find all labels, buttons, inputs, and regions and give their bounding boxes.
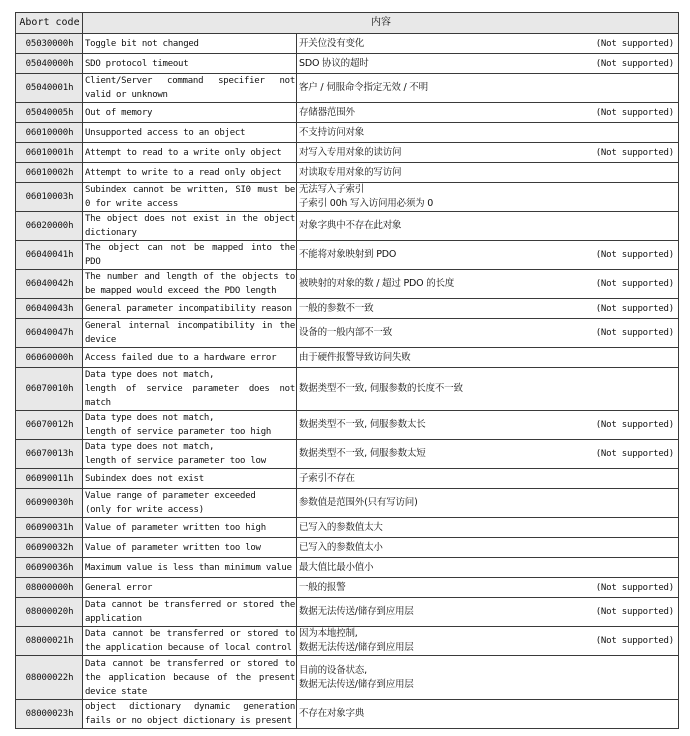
chinese-description-cell — [297, 34, 679, 54]
chinese-description-text: 存储器范围外 — [299, 106, 355, 118]
table-row — [16, 183, 679, 212]
abort-code-cell: 06040042h — [16, 270, 83, 299]
table-row — [16, 469, 679, 489]
english-description-cell: Attempt to read to a write only object — [83, 143, 297, 163]
english-description-cell: Value range of parameter exceeded (only for write access) — [83, 489, 297, 518]
chinese-description-cell — [297, 440, 679, 469]
abort-code-cell: 06090011h — [16, 469, 83, 489]
abort-code-cell: 06090031h — [16, 518, 83, 538]
chinese-description-text: 客户 / 伺服命令指定无效 / 不明 — [299, 82, 428, 93]
chinese-description-cell — [297, 103, 679, 123]
english-description-cell: SDO protocol timeout — [83, 54, 297, 74]
chinese-description-text: 开关位没有变化 — [299, 37, 365, 49]
chinese-description-cell — [297, 123, 679, 143]
chinese-description-cell — [297, 700, 679, 729]
english-description-cell: General parameter incompatibility reason — [83, 299, 297, 319]
not-supported-note: (Not supported) — [595, 636, 674, 646]
table-row — [16, 348, 679, 368]
not-supported-note: (Not supported) — [595, 250, 674, 260]
english-description-cell: Value of parameter written too high — [83, 518, 297, 538]
table-row — [16, 700, 679, 729]
abort-code-cell: 06010003h — [16, 183, 83, 212]
english-description-cell: Data cannot be transferred or stored to the application because of the present device state — [83, 656, 297, 700]
abort-code-cell: 05040000h — [16, 54, 83, 74]
abort-code-cell: 06010000h — [16, 123, 83, 143]
chinese-description-text: 对象字典中不存在此对象 — [299, 220, 402, 231]
table-row — [16, 578, 679, 598]
chinese-description-cell — [297, 627, 679, 656]
english-description-cell: The object does not exist in the object dictionary — [83, 212, 297, 241]
chinese-description-text: 数据无法传送/储存到应用层 — [299, 606, 414, 617]
table-row — [16, 558, 679, 578]
chinese-description-text: 对写入专用对象的读访问 — [299, 146, 402, 158]
chinese-description-cell — [297, 54, 679, 74]
chinese-description-text: 一般的参数不一致 — [299, 302, 374, 314]
abort-code-cell: 06070010h — [16, 368, 83, 411]
chinese-description-cell — [297, 656, 679, 700]
english-description-cell: Attempt to write to a read only object — [83, 163, 297, 183]
english-description-cell: Access failed due to a hardware error — [83, 348, 297, 368]
abort-code-cell: 08000020h — [16, 598, 83, 627]
english-description-cell: Unsupported access to an object — [83, 123, 297, 143]
abort-code-cell: 06090036h — [16, 558, 83, 578]
chinese-description-cell — [297, 578, 679, 598]
not-supported-note: (Not supported) — [595, 279, 674, 289]
table-row — [16, 598, 679, 627]
abort-code-cell: 06020000h — [16, 212, 83, 241]
chinese-description-text: 最大值比最小值小 — [299, 561, 374, 573]
table-header-row — [16, 13, 679, 34]
chinese-description-cell — [297, 538, 679, 558]
not-supported-note: (Not supported) — [595, 303, 674, 314]
table-row — [16, 54, 679, 74]
table-row — [16, 440, 679, 469]
not-supported-note: (Not supported) — [595, 58, 674, 69]
chinese-description-text: 目前的设备状态, 数据无法传送/储存到应用层 — [299, 664, 414, 690]
abort-code-cell: 05040005h — [16, 103, 83, 123]
table-row — [16, 212, 679, 241]
chinese-description-text: 无法写入子索引 子索引 00h 写入访问用必须为 0 — [299, 184, 434, 209]
english-description-cell: Toggle bit not changed — [83, 34, 297, 54]
abort-code-cell: 05040001h — [16, 74, 83, 103]
abort-code-cell: 06010002h — [16, 163, 83, 183]
not-supported-note: (Not supported) — [595, 449, 674, 459]
english-description-cell: Data type does not match, length of service parameter too low — [83, 440, 297, 469]
chinese-description-text: 已写入的参数值太大 — [299, 521, 383, 533]
chinese-description-text: SDO 协议的超时 — [299, 57, 369, 69]
chinese-description-text: 不存在对象字典 — [299, 708, 365, 719]
table-row — [16, 627, 679, 656]
chinese-description-cell — [297, 299, 679, 319]
abort-code-table-container — [15, 12, 678, 729]
header-abort-code: Abort code — [16, 13, 83, 34]
abort-code-cell: 06060000h — [16, 348, 83, 368]
abort-code-cell: 08000022h — [16, 656, 83, 700]
table-row — [16, 538, 679, 558]
abort-code-cell: 06070012h — [16, 411, 83, 440]
chinese-description-cell — [297, 212, 679, 241]
table-row — [16, 163, 679, 183]
chinese-description-cell — [297, 348, 679, 368]
chinese-description-cell — [297, 518, 679, 538]
chinese-description-cell — [297, 411, 679, 440]
chinese-description-cell — [297, 74, 679, 103]
chinese-description-cell — [297, 489, 679, 518]
chinese-description-cell — [297, 558, 679, 578]
english-description-cell: Value of parameter written too low — [83, 538, 297, 558]
abort-code-cell: 06070013h — [16, 440, 83, 469]
chinese-description-cell — [297, 163, 679, 183]
chinese-description-cell — [297, 183, 679, 212]
chinese-description-cell — [297, 319, 679, 348]
table-row — [16, 299, 679, 319]
chinese-description-text: 不支持访问对象 — [299, 126, 365, 138]
not-supported-note: (Not supported) — [595, 107, 674, 118]
abort-code-cell: 08000021h — [16, 627, 83, 656]
abort-code-cell: 06040041h — [16, 241, 83, 270]
chinese-description-text: 由于硬件报警导致访问失败 — [299, 351, 411, 363]
chinese-description-text: 数据类型不一致, 伺服参数太短 — [299, 448, 426, 459]
table-row — [16, 34, 679, 54]
table-row — [16, 319, 679, 348]
chinese-description-cell — [297, 469, 679, 489]
chinese-description-text: 数据类型不一致, 伺服参数的长度不一致 — [299, 383, 463, 394]
not-supported-note: (Not supported) — [595, 147, 674, 158]
table-row — [16, 270, 679, 299]
english-description-cell: The number and length of the objects to be mapped would exceed the PDO length — [83, 270, 297, 299]
table-row — [16, 74, 679, 103]
chinese-description-text: 已写入的参数值太小 — [299, 541, 383, 553]
chinese-description-cell — [297, 368, 679, 411]
table-row — [16, 103, 679, 123]
english-description-cell: Maximum value is less than minimum value — [83, 558, 297, 578]
table-row — [16, 123, 679, 143]
english-description-cell: Data type does not match, length of service parameter does not match — [83, 368, 297, 411]
chinese-description-text: 数据类型不一致, 伺服参数太长 — [299, 419, 426, 430]
english-description-cell: Data cannot be transferred or stored to the application because of local control — [83, 627, 297, 656]
chinese-description-text: 被映射的对象的数 / 超过 PDO 的长度 — [299, 278, 455, 289]
abort-code-cell: 06010001h — [16, 143, 83, 163]
english-description-cell: General internal incompatibility in the device — [83, 319, 297, 348]
table-row — [16, 411, 679, 440]
english-description-cell: Subindex cannot be written, SI0 must be 0 for write access — [83, 183, 297, 212]
chinese-description-cell — [297, 598, 679, 627]
abort-code-cell: 08000000h — [16, 578, 83, 598]
chinese-description-text: 子索引不存在 — [299, 472, 355, 484]
chinese-description-text: 一般的报警 — [299, 581, 346, 593]
not-supported-note: (Not supported) — [595, 328, 674, 338]
chinese-description-text: 参数值是范围外(只有写访问) — [299, 497, 418, 508]
english-description-cell: Out of memory — [83, 103, 297, 123]
chinese-description-text: 对读取专用对象的写访问 — [299, 166, 402, 178]
header-content: 内容 — [83, 13, 679, 34]
abort-code-cell: 06040043h — [16, 299, 83, 319]
chinese-description-text: 因为本地控制, 数据无法传送/储存到应用层 — [299, 628, 414, 653]
table-row — [16, 143, 679, 163]
english-description-cell: Subindex does not exist — [83, 469, 297, 489]
english-description-cell: Client/Server command specifier not valid or unknown — [83, 74, 297, 103]
chinese-description-cell — [297, 143, 679, 163]
english-description-cell: General error — [83, 578, 297, 598]
english-description-cell: The object can not be mapped into the PDO — [83, 241, 297, 270]
not-supported-note: (Not supported) — [595, 38, 674, 49]
table-body — [16, 34, 679, 729]
abort-code-cell: 06040047h — [16, 319, 83, 348]
abort-code-cell: 06090032h — [16, 538, 83, 558]
english-description-cell: Data type does not match, length of service parameter too high — [83, 411, 297, 440]
not-supported-note: (Not supported) — [595, 582, 674, 593]
table-row — [16, 489, 679, 518]
table-row — [16, 368, 679, 411]
abort-code-table — [15, 12, 679, 729]
abort-code-cell: 06090030h — [16, 489, 83, 518]
chinese-description-text: 设备的一般内部不一致 — [299, 327, 393, 338]
chinese-description-text: 不能将对象映射到 PDO — [299, 249, 397, 260]
not-supported-note: (Not supported) — [595, 420, 674, 430]
table-row — [16, 656, 679, 700]
table-row — [16, 518, 679, 538]
abort-code-cell: 08000023h — [16, 700, 83, 729]
english-description-cell: object dictionary dynamic generation fails or no object dictionary is present — [83, 700, 297, 729]
english-description-cell: Data cannot be transferred or stored the application — [83, 598, 297, 627]
table-row — [16, 241, 679, 270]
not-supported-note: (Not supported) — [595, 607, 674, 617]
abort-code-cell: 05030000h — [16, 34, 83, 54]
chinese-description-cell — [297, 241, 679, 270]
chinese-description-cell — [297, 270, 679, 299]
